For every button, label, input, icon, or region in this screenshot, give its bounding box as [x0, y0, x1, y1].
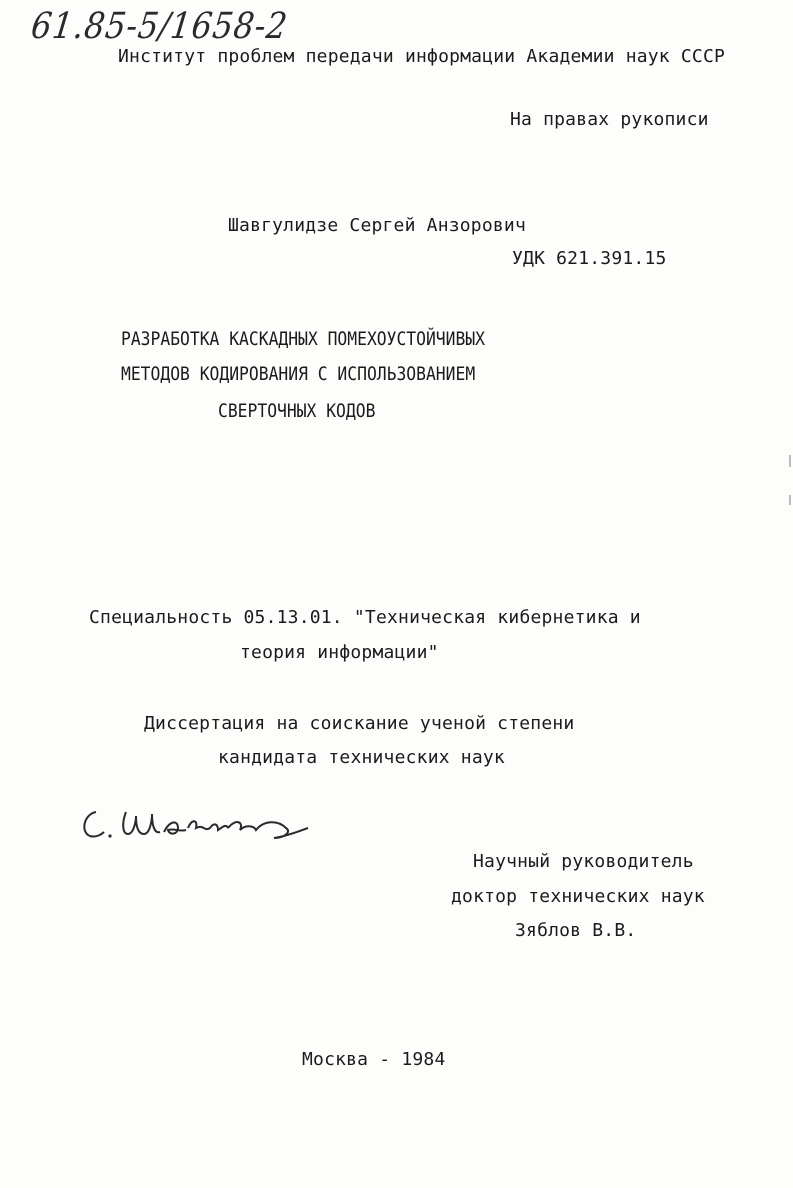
degree-line-2: кандидата технических наук — [218, 747, 505, 768]
degree-line-1: Диссертация на соискание ученой степени — [144, 713, 575, 734]
specialty-line-1: Специальность 05.13.01. "Техническая кибернетика и — [89, 607, 641, 628]
archive-code-handwritten: 61.85-5/1658-2 — [28, 6, 291, 47]
advisor-name: Зяблов В.В. — [515, 920, 637, 941]
advisor-role: Научный руководитель — [473, 851, 694, 872]
title-line-2: МЕТОДОВ КОДИРОВАНИЯ С ИСПОЛЬЗОВАНИЕМ — [121, 363, 476, 385]
handwritten-signature — [78, 798, 318, 848]
advisor-degree: доктор технических наук — [451, 886, 705, 907]
scan-edge-mark — [789, 455, 791, 467]
institute-name: Институт проблем передачи информации Академии наук СССР — [118, 46, 726, 67]
title-line-1: РАЗРАБОТКА КАСКАДНЫХ ПОМЕХОУСТОЙЧИВЫХ — [121, 328, 485, 350]
udc-code: УДК 621.391.15 — [512, 248, 667, 269]
manuscript-rights: На правах рукописи — [510, 109, 709, 130]
author-name: Шавгулидзе Сергей Анзорович — [228, 215, 526, 236]
signature-text: С. Шавгулидзе — [78, 798, 86, 799]
title-line-3: СВЕРТОЧНЫХ КОДОВ — [218, 400, 376, 422]
scan-edge-mark — [789, 495, 791, 505]
city-year: Москва - 1984 — [302, 1049, 446, 1070]
specialty-line-2: теория информации" — [240, 642, 439, 663]
